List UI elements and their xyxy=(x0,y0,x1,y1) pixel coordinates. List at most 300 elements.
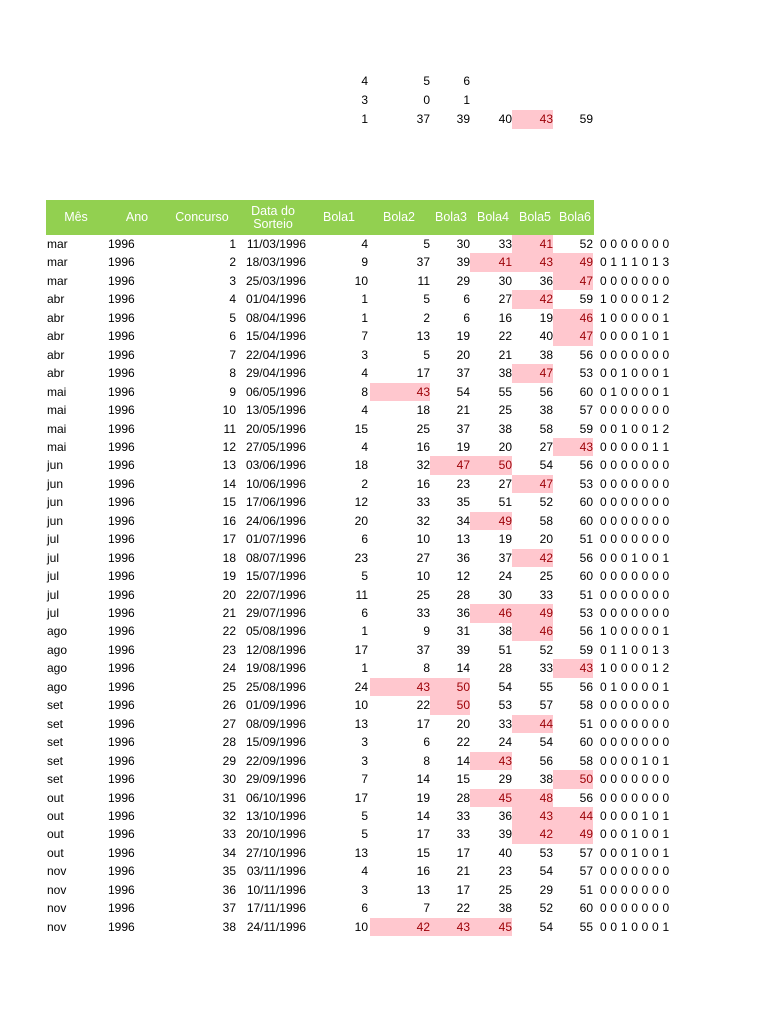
table-row xyxy=(0,899,768,918)
cell-bola3: 50 xyxy=(430,678,470,697)
cell-bola3: 23 xyxy=(456,476,470,491)
cell-ano: 1996 xyxy=(108,882,135,897)
cell-concurso: 5 xyxy=(229,310,236,325)
cell-concurso: 10 xyxy=(222,403,236,418)
cell-data: 20/10/1996 xyxy=(245,827,306,842)
cell-bola2: 7 xyxy=(423,901,430,916)
cell-mes: set xyxy=(47,716,64,731)
cell-bola4: 28 xyxy=(498,661,512,676)
cell-bola6: 57 xyxy=(579,864,593,879)
cell-mes: mai xyxy=(47,403,67,418)
cell-bola6: 56 xyxy=(579,458,593,473)
header-bola2: Bola2 xyxy=(383,210,415,224)
cell-concurso: 37 xyxy=(222,901,236,916)
cell-bola1: 17 xyxy=(354,642,368,657)
cell-data: 17/06/1996 xyxy=(245,495,306,510)
cell-flags: 0 0 0 0 0 0 0 xyxy=(600,237,670,251)
cell-bola6: 46 xyxy=(553,309,593,328)
cell-bola4: 46 xyxy=(470,604,512,623)
cell-bola2: 42 xyxy=(370,918,430,937)
cell-mes: mai xyxy=(47,384,67,399)
cell-bola5: 46 xyxy=(512,622,553,641)
cell-mes: jun xyxy=(47,458,64,473)
cell-bola3: 6 xyxy=(463,310,470,325)
cell-concurso: 34 xyxy=(222,845,236,860)
cell-bola3: 19 xyxy=(456,439,470,454)
cell-flags: 0 0 1 0 0 1 2 xyxy=(600,421,670,436)
cell-data: 08/07/1996 xyxy=(245,550,306,565)
cell-bola5: 48 xyxy=(512,789,553,808)
summary-cell: 1 xyxy=(463,93,470,107)
cell-mes: ago xyxy=(47,642,68,657)
table-row xyxy=(0,364,768,383)
cell-bola4: 16 xyxy=(498,310,512,325)
cell-data: 22/09/1996 xyxy=(245,753,306,768)
cell-bola4: 51 xyxy=(498,642,512,657)
cell-concurso: 15 xyxy=(222,495,236,510)
cell-concurso: 27 xyxy=(222,716,236,731)
cell-bola4: 33 xyxy=(498,237,512,251)
cell-bola1: 4 xyxy=(361,366,368,381)
cell-bola5: 58 xyxy=(539,513,553,528)
cell-bola2: 16 xyxy=(416,476,430,491)
cell-concurso: 19 xyxy=(222,569,236,584)
cell-bola5: 56 xyxy=(539,753,553,768)
cell-bola2: 17 xyxy=(416,827,430,842)
summary-cell: 39 xyxy=(456,112,470,126)
cell-data: 13/05/1996 xyxy=(245,403,306,418)
cell-bola3: 33 xyxy=(456,808,470,823)
cell-bola5: 54 xyxy=(539,735,553,750)
cell-bola4: 25 xyxy=(498,882,512,897)
cell-flags: 0 0 0 0 0 0 0 xyxy=(600,772,670,787)
cell-data: 15/07/1996 xyxy=(245,569,306,584)
cell-flags: 0 1 0 0 0 0 1 xyxy=(600,679,670,694)
table-row xyxy=(0,696,768,715)
cell-bola3: 54 xyxy=(456,384,470,399)
cell-ano: 1996 xyxy=(108,421,135,436)
cell-data: 29/09/1996 xyxy=(245,772,306,787)
cell-bola3: 21 xyxy=(456,403,470,418)
cell-flags: 0 0 0 1 0 0 1 xyxy=(600,550,670,565)
cell-bola3: 47 xyxy=(430,456,470,475)
cell-bola2: 25 xyxy=(416,421,430,436)
cell-bola3: 22 xyxy=(456,901,470,916)
cell-data: 11/03/1996 xyxy=(246,237,306,251)
cell-bola5: 38 xyxy=(539,347,553,362)
cell-bola4: 41 xyxy=(470,253,512,272)
cell-flags: 0 0 0 1 0 0 1 xyxy=(600,827,670,842)
summary-row xyxy=(0,72,620,91)
cell-ano: 1996 xyxy=(108,550,135,565)
table-row xyxy=(0,567,768,586)
cell-flags: 0 0 0 0 0 1 1 xyxy=(600,439,670,454)
cell-bola6: 53 xyxy=(579,476,593,491)
header-bola3: Bola3 xyxy=(435,210,467,224)
cell-bola5: 33 xyxy=(539,661,553,676)
cell-bola5: 43 xyxy=(512,253,553,272)
cell-mes: jul xyxy=(47,569,60,584)
header-concurso: Concurso xyxy=(175,210,229,224)
cell-flags: 0 0 0 0 0 0 0 xyxy=(600,532,670,547)
cell-ano: 1996 xyxy=(108,679,135,694)
cell-bola1: 13 xyxy=(354,716,368,731)
cell-ano: 1996 xyxy=(108,772,135,787)
cell-concurso: 4 xyxy=(229,292,236,307)
cell-ano: 1996 xyxy=(108,606,135,620)
cell-bola3: 12 xyxy=(456,569,470,584)
cell-bola3: 37 xyxy=(456,421,470,436)
cell-bola4: 54 xyxy=(498,679,512,694)
cell-bola4: 53 xyxy=(498,698,512,713)
cell-bola3: 28 xyxy=(456,587,470,602)
cell-mes: out xyxy=(47,790,64,805)
table-row xyxy=(0,752,768,771)
cell-flags: 0 0 0 0 0 0 0 xyxy=(600,790,670,805)
cell-flags: 0 0 0 0 0 0 0 xyxy=(600,347,670,362)
summary-row xyxy=(0,91,620,110)
cell-data: 06/05/1996 xyxy=(245,384,306,399)
cell-data: 05/08/1996 xyxy=(245,624,306,639)
cell-bola2: 10 xyxy=(416,532,430,547)
cell-mes: jun xyxy=(47,513,64,528)
cell-ano: 1996 xyxy=(108,698,135,713)
cell-ano: 1996 xyxy=(108,458,135,473)
cell-flags: 0 0 0 0 1 0 1 xyxy=(600,329,670,344)
table-row xyxy=(0,881,768,900)
cell-concurso: 33 xyxy=(222,827,236,842)
cell-bola1: 7 xyxy=(361,329,368,344)
cell-concurso: 7 xyxy=(229,347,236,362)
cell-bola2: 43 xyxy=(370,383,430,402)
cell-bola3: 43 xyxy=(430,918,470,937)
cell-bola6: 58 xyxy=(579,698,593,713)
cell-ano: 1996 xyxy=(108,716,135,731)
cell-ano: 1996 xyxy=(108,845,135,860)
cell-bola3: 14 xyxy=(456,753,470,768)
cell-bola2: 14 xyxy=(416,772,430,787)
cell-bola6: 56 xyxy=(579,550,593,565)
cell-mes: jul xyxy=(47,587,60,602)
cell-mes: abr xyxy=(47,310,65,325)
cell-bola3: 28 xyxy=(456,790,470,805)
cell-data: 01/04/1996 xyxy=(245,292,306,307)
cell-concurso: 32 xyxy=(222,808,236,823)
cell-ano: 1996 xyxy=(108,790,135,805)
table-row xyxy=(0,918,768,937)
cell-mes: mar xyxy=(47,273,68,288)
cell-bola3: 20 xyxy=(456,716,470,731)
cell-bola6: 56 xyxy=(579,790,593,805)
cell-bola1: 5 xyxy=(361,569,368,584)
cell-data: 12/08/1996 xyxy=(245,642,306,657)
cell-bola1: 2 xyxy=(361,476,368,491)
summary-cell: 40 xyxy=(498,112,512,126)
cell-ano: 1996 xyxy=(108,273,135,288)
cell-bola4: 37 xyxy=(498,550,512,565)
cell-bola5: 53 xyxy=(539,845,553,860)
cell-mes: set xyxy=(47,698,64,713)
table-row xyxy=(0,383,768,402)
summary-cell: 5 xyxy=(423,74,430,88)
cell-bola2: 17 xyxy=(416,366,430,381)
cell-bola4: 38 xyxy=(498,366,512,381)
cell-flags: 0 0 0 0 0 0 0 xyxy=(600,735,670,750)
cell-bola5: 25 xyxy=(539,569,553,584)
cell-bola3: 21 xyxy=(456,864,470,879)
cell-flags: 0 0 0 0 0 0 0 xyxy=(600,882,670,897)
cell-bola1: 3 xyxy=(361,753,368,768)
cell-bola3: 37 xyxy=(456,366,470,381)
cell-data: 25/08/1996 xyxy=(245,679,306,694)
cell-bola1: 10 xyxy=(354,698,368,713)
header-bola5: Bola5 xyxy=(519,210,551,224)
table-row xyxy=(0,512,768,531)
cell-mes: mar xyxy=(47,237,68,251)
cell-flags: 0 0 0 0 1 0 1 xyxy=(600,753,670,768)
cell-bola2: 32 xyxy=(416,458,430,473)
cell-bola1: 3 xyxy=(361,347,368,362)
cell-bola2: 33 xyxy=(416,495,430,510)
cell-bola5: 47 xyxy=(512,364,553,383)
cell-bola3: 14 xyxy=(456,661,470,676)
table-row xyxy=(0,493,768,512)
cell-bola2: 27 xyxy=(416,550,430,565)
cell-bola1: 18 xyxy=(354,458,368,473)
cell-ano: 1996 xyxy=(108,661,135,676)
cell-bola6: 60 xyxy=(579,735,593,750)
table-row xyxy=(0,807,768,826)
table-row xyxy=(0,789,768,808)
cell-bola2: 2 xyxy=(423,310,430,325)
table-row xyxy=(0,456,768,475)
cell-flags: 0 0 0 0 0 0 0 xyxy=(600,495,670,510)
table-header xyxy=(46,200,594,235)
cell-ano: 1996 xyxy=(108,255,135,270)
cell-concurso: 1 xyxy=(229,237,236,251)
cell-bola1: 24 xyxy=(354,679,368,694)
cell-bola2: 32 xyxy=(416,513,430,528)
cell-bola5: 42 xyxy=(512,549,553,568)
table-row xyxy=(0,420,768,439)
cell-bola2: 16 xyxy=(416,439,430,454)
cell-bola1: 20 xyxy=(354,513,368,528)
cell-data: 24/11/1996 xyxy=(246,919,306,934)
header-data-do-sorteio: Data do Sorteio xyxy=(251,203,295,231)
cell-bola6: 56 xyxy=(579,347,593,362)
cell-mes: nov xyxy=(47,864,67,879)
cell-mes: jun xyxy=(47,495,64,510)
cell-concurso: 29 xyxy=(222,753,236,768)
table-row xyxy=(0,825,768,844)
cell-bola2: 33 xyxy=(416,606,430,620)
cell-data: 29/04/1996 xyxy=(245,366,306,381)
cell-ano: 1996 xyxy=(108,587,135,602)
cell-mes: jul xyxy=(47,532,60,547)
cell-concurso: 35 xyxy=(222,864,236,879)
cell-bola4: 55 xyxy=(498,384,512,399)
cell-data: 17/11/1996 xyxy=(246,901,306,916)
cell-bola1: 12 xyxy=(354,495,368,510)
cell-bola6: 60 xyxy=(579,569,593,584)
cell-mes: out xyxy=(47,827,64,842)
cell-bola5: 40 xyxy=(539,329,553,344)
cell-bola3: 30 xyxy=(456,237,470,251)
cell-data: 20/05/1996 xyxy=(245,421,306,436)
cell-data: 19/08/1996 xyxy=(245,661,306,676)
cell-bola1: 11 xyxy=(355,587,368,602)
table-row xyxy=(0,770,768,789)
cell-bola3: 15 xyxy=(456,772,470,787)
cell-mes: abr xyxy=(47,366,65,381)
cell-bola3: 39 xyxy=(456,255,470,270)
cell-bola6: 60 xyxy=(579,513,593,528)
cell-bola6: 56 xyxy=(579,624,593,639)
cell-bola2: 5 xyxy=(423,347,430,362)
summary-cell: 43 xyxy=(512,110,553,129)
cell-bola4: 27 xyxy=(498,476,512,491)
cell-bola1: 1 xyxy=(361,292,368,307)
cell-bola4: 38 xyxy=(498,624,512,639)
cell-ano: 1996 xyxy=(108,532,135,547)
cell-bola6: 51 xyxy=(579,532,593,547)
cell-bola2: 14 xyxy=(416,808,430,823)
cell-bola5: 54 xyxy=(539,919,553,934)
cell-bola2: 13 xyxy=(416,329,430,344)
cell-flags: 0 1 1 1 0 1 3 xyxy=(600,255,670,270)
header-bola1: Bola1 xyxy=(323,210,355,224)
cell-bola2: 37 xyxy=(416,642,430,657)
cell-mes: nov xyxy=(47,919,67,934)
cell-concurso: 22 xyxy=(222,624,236,639)
header-mes: Mês xyxy=(64,210,88,224)
cell-data: 22/04/1996 xyxy=(245,347,306,362)
cell-bola5: 19 xyxy=(539,310,553,325)
cell-mes: ago xyxy=(47,679,68,694)
cell-bola1: 5 xyxy=(361,808,368,823)
cell-bola3: 31 xyxy=(456,624,470,639)
cell-bola2: 22 xyxy=(416,698,430,713)
cell-bola6: 57 xyxy=(579,403,593,418)
cell-ano: 1996 xyxy=(108,329,135,344)
cell-concurso: 25 xyxy=(222,679,236,694)
cell-concurso: 18 xyxy=(222,550,236,565)
cell-concurso: 11 xyxy=(223,421,236,436)
cell-ano: 1996 xyxy=(108,310,135,325)
cell-bola2: 17 xyxy=(416,716,430,731)
cell-ano: 1996 xyxy=(108,753,135,768)
cell-bola2: 5 xyxy=(423,292,430,307)
cell-ano: 1996 xyxy=(108,403,135,418)
cell-bola2: 11 xyxy=(417,273,430,288)
cell-bola1: 3 xyxy=(361,735,368,750)
cell-bola4: 40 xyxy=(498,845,512,860)
cell-bola6: 57 xyxy=(579,845,593,860)
table-row xyxy=(0,272,768,291)
cell-bola5: 41 xyxy=(512,235,553,254)
cell-bola5: 49 xyxy=(512,604,553,623)
cell-ano: 1996 xyxy=(108,624,135,639)
cell-bola3: 35 xyxy=(456,495,470,510)
summary-cell: 0 xyxy=(423,93,430,107)
cell-bola3: 19 xyxy=(456,329,470,344)
table-row xyxy=(0,733,768,752)
cell-bola2: 5 xyxy=(423,237,430,251)
cell-bola4: 50 xyxy=(470,456,512,475)
cell-bola4: 38 xyxy=(498,901,512,916)
cell-flags: 0 0 0 0 0 0 0 xyxy=(600,476,670,491)
cell-mes: abr xyxy=(47,292,65,307)
cell-data: 25/03/1996 xyxy=(245,273,306,288)
cell-flags: 0 0 0 0 0 0 0 xyxy=(600,716,670,731)
cell-bola4: 29 xyxy=(498,772,512,787)
cell-data: 18/03/1996 xyxy=(245,255,306,270)
cell-bola6: 47 xyxy=(553,327,593,346)
table-row xyxy=(0,438,768,457)
cell-bola1: 4 xyxy=(361,403,368,418)
cell-flags: 0 0 0 0 0 0 0 xyxy=(600,569,670,584)
table-row xyxy=(0,290,768,309)
cell-concurso: 8 xyxy=(229,366,236,381)
cell-ano: 1996 xyxy=(108,864,135,879)
cell-data: 15/09/1996 xyxy=(245,735,306,750)
cell-bola4: 51 xyxy=(498,495,512,510)
cell-data: 03/06/1996 xyxy=(245,458,306,473)
table-row xyxy=(0,604,768,623)
cell-bola1: 23 xyxy=(354,550,368,565)
cell-concurso: 6 xyxy=(229,329,236,344)
cell-bola5: 38 xyxy=(539,772,553,787)
cell-bola5: 42 xyxy=(512,290,553,309)
cell-data: 01/09/1996 xyxy=(245,698,306,713)
cell-bola4: 33 xyxy=(498,716,512,731)
cell-concurso: 17 xyxy=(222,532,236,547)
cell-data: 15/04/1996 xyxy=(245,329,306,344)
cell-ano: 1996 xyxy=(108,735,135,750)
cell-bola5: 56 xyxy=(539,384,553,399)
cell-bola5: 20 xyxy=(539,532,553,547)
cell-bola6: 49 xyxy=(553,825,593,844)
cell-flags: 0 1 0 0 0 0 1 xyxy=(600,384,670,399)
cell-bola1: 6 xyxy=(361,901,368,916)
cell-bola5: 52 xyxy=(539,901,553,916)
cell-mes: set xyxy=(47,753,64,768)
table-row xyxy=(0,622,768,641)
cell-bola4: 24 xyxy=(498,569,512,584)
table-row xyxy=(0,715,768,734)
cell-concurso: 31 xyxy=(222,790,236,805)
cell-ano: 1996 xyxy=(108,476,135,491)
cell-bola1: 6 xyxy=(361,606,368,620)
cell-bola1: 9 xyxy=(361,255,368,270)
cell-mes: mar xyxy=(47,255,68,270)
cell-bola4: 38 xyxy=(498,421,512,436)
cell-bola5: 52 xyxy=(539,495,553,510)
cell-bola4: 30 xyxy=(498,587,512,602)
cell-data: 01/07/1996 xyxy=(245,532,306,547)
cell-bola5: 52 xyxy=(539,642,553,657)
summary-cell: 59 xyxy=(579,112,593,126)
cell-bola5: 33 xyxy=(539,587,553,602)
table-row xyxy=(0,309,768,328)
cell-ano: 1996 xyxy=(108,642,135,657)
cell-mes: set xyxy=(47,735,64,750)
table-row xyxy=(0,844,768,863)
table-row xyxy=(0,659,768,678)
table-row xyxy=(0,475,768,494)
cell-concurso: 9 xyxy=(229,384,236,399)
table-row xyxy=(0,678,768,697)
